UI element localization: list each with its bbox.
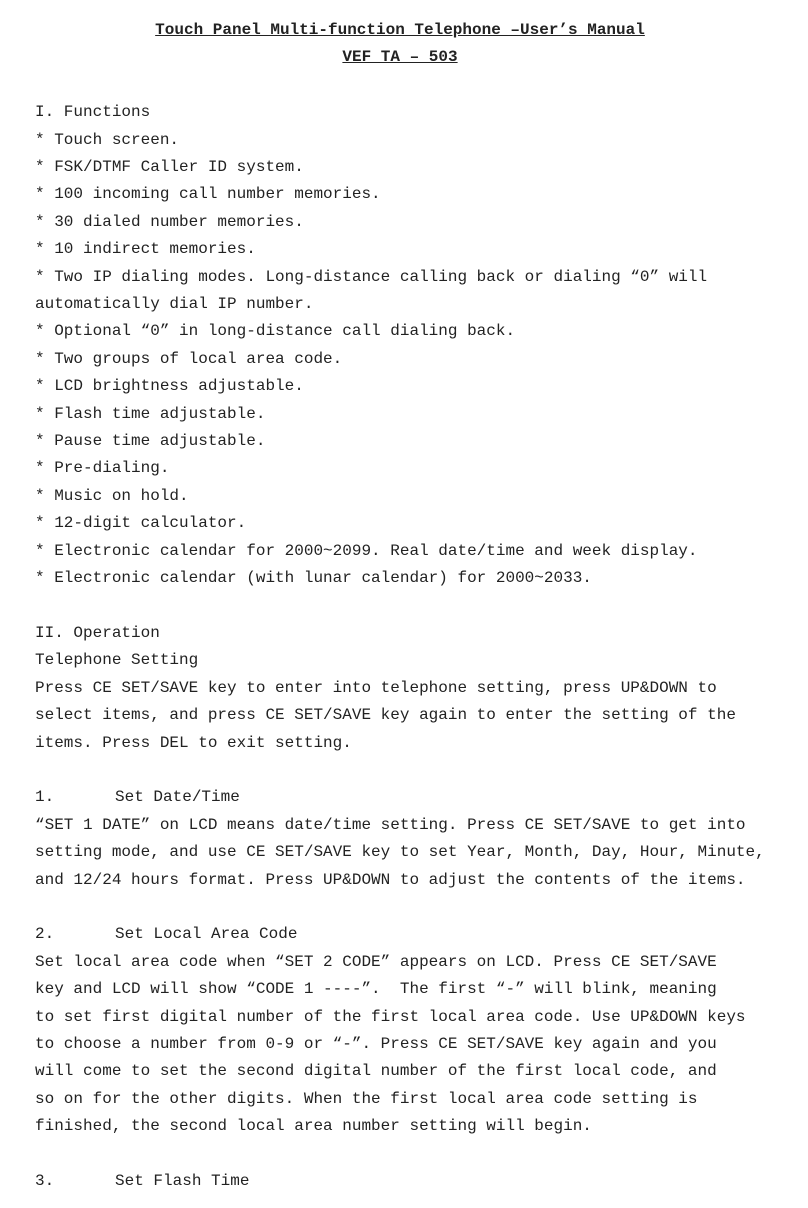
function-item: * Electronic calendar for 2000~2099. Real date/time and week display. xyxy=(35,541,698,560)
operation-intro-line: select items, and press CE SET/SAVE key again to enter the setting of the xyxy=(35,706,736,725)
operation-section xyxy=(35,620,780,1195)
telephone-setting-heading: Telephone Setting xyxy=(35,651,199,670)
section-text-line: Set local area code when “SET 2 CODE” appears on LCD. Press CE SET/SAVE xyxy=(35,952,717,971)
section-title: Set Flash Time xyxy=(115,1171,250,1190)
function-item: * Optional “0” in long-distance call dialing back. xyxy=(35,322,516,341)
section-title: Set Local Area Code xyxy=(115,925,298,944)
model-number: VEF TA – 503 xyxy=(342,48,458,67)
section-number: 1. xyxy=(35,788,55,807)
function-item: * Flash time adjustable. xyxy=(35,404,266,423)
spacer xyxy=(35,72,780,99)
operation-heading: II. Operation xyxy=(35,623,160,642)
section-heading xyxy=(35,1168,780,1195)
spacer xyxy=(35,894,780,921)
section-text-line: and 12/24 hours format. Press UP&DOWN to adjust the contents of the items. xyxy=(35,870,746,889)
function-item: * Pause time adjustable. xyxy=(35,432,266,451)
spacer xyxy=(35,593,780,620)
function-item: * Two groups of local area code. xyxy=(35,349,343,368)
section-title: Set Date/Time xyxy=(115,788,240,807)
functions-heading: I. Functions xyxy=(35,103,151,122)
section-heading xyxy=(35,784,780,811)
section-text-line: will come to set the second digital number of the first local code, and xyxy=(35,1062,717,1081)
section-text-line: so on for the other digits. When the first local area code setting is xyxy=(35,1089,698,1108)
function-item: * Pre-dialing. xyxy=(35,459,170,478)
function-item: * 100 incoming call number memories. xyxy=(35,185,381,204)
section-number: 2. xyxy=(35,925,55,944)
section-number: 3. xyxy=(35,1171,55,1190)
function-item: * 10 indirect memories. xyxy=(35,240,256,259)
operation-intro-line: Press CE SET/SAVE key to enter into telephone setting, press UP&DOWN to xyxy=(35,678,717,697)
function-item: * 30 dialed number memories. xyxy=(35,212,304,231)
section-set-local-area-code xyxy=(35,921,780,1140)
section-text-line: finished, the second local area number setting will begin. xyxy=(35,1117,592,1136)
functions-section xyxy=(35,99,780,592)
section-text-line: setting mode, and use CE SET/SAVE key to set Year, Month, Day, Hour, Minute, xyxy=(35,843,765,862)
section-text-line: to choose a number from 0-9 or “-”. Press CE SET/SAVE key again and you xyxy=(35,1034,717,1053)
spacer xyxy=(35,757,780,784)
manual-page xyxy=(35,17,780,1195)
function-item-continued: automatically dial IP number. xyxy=(35,295,314,314)
section-text-line: key and LCD will show “CODE 1 ----”. The first “-” will blink, meaning xyxy=(35,980,717,999)
section-set-date-time xyxy=(35,784,780,894)
function-item: * FSK/DTMF Caller ID system. xyxy=(35,158,304,177)
function-item: * Two IP dialing modes. Long-distance calling back or dialing “0” will xyxy=(35,267,708,286)
spacer xyxy=(35,1141,780,1168)
function-item: * Touch screen. xyxy=(35,130,180,149)
operation-intro-line: items. Press DEL to exit setting. xyxy=(35,733,352,752)
function-item: * LCD brightness adjustable. xyxy=(35,377,304,396)
manual-title: Touch Panel Multi-function Telephone –User’s Manual xyxy=(155,21,645,39)
section-set-flash-time xyxy=(35,1168,780,1195)
function-item: * 12-digit calculator. xyxy=(35,514,247,533)
section-text-line: to set first digital number of the first local area code. Use UP&DOWN keys xyxy=(35,1007,746,1026)
section-text-line: “SET 1 DATE” on LCD means date/time setting. Press CE SET/SAVE to get into xyxy=(35,815,746,834)
function-item: * Music on hold. xyxy=(35,486,189,505)
function-item: * Electronic calendar (with lunar calendar) for 2000~2033. xyxy=(35,569,592,588)
section-heading xyxy=(35,921,780,948)
